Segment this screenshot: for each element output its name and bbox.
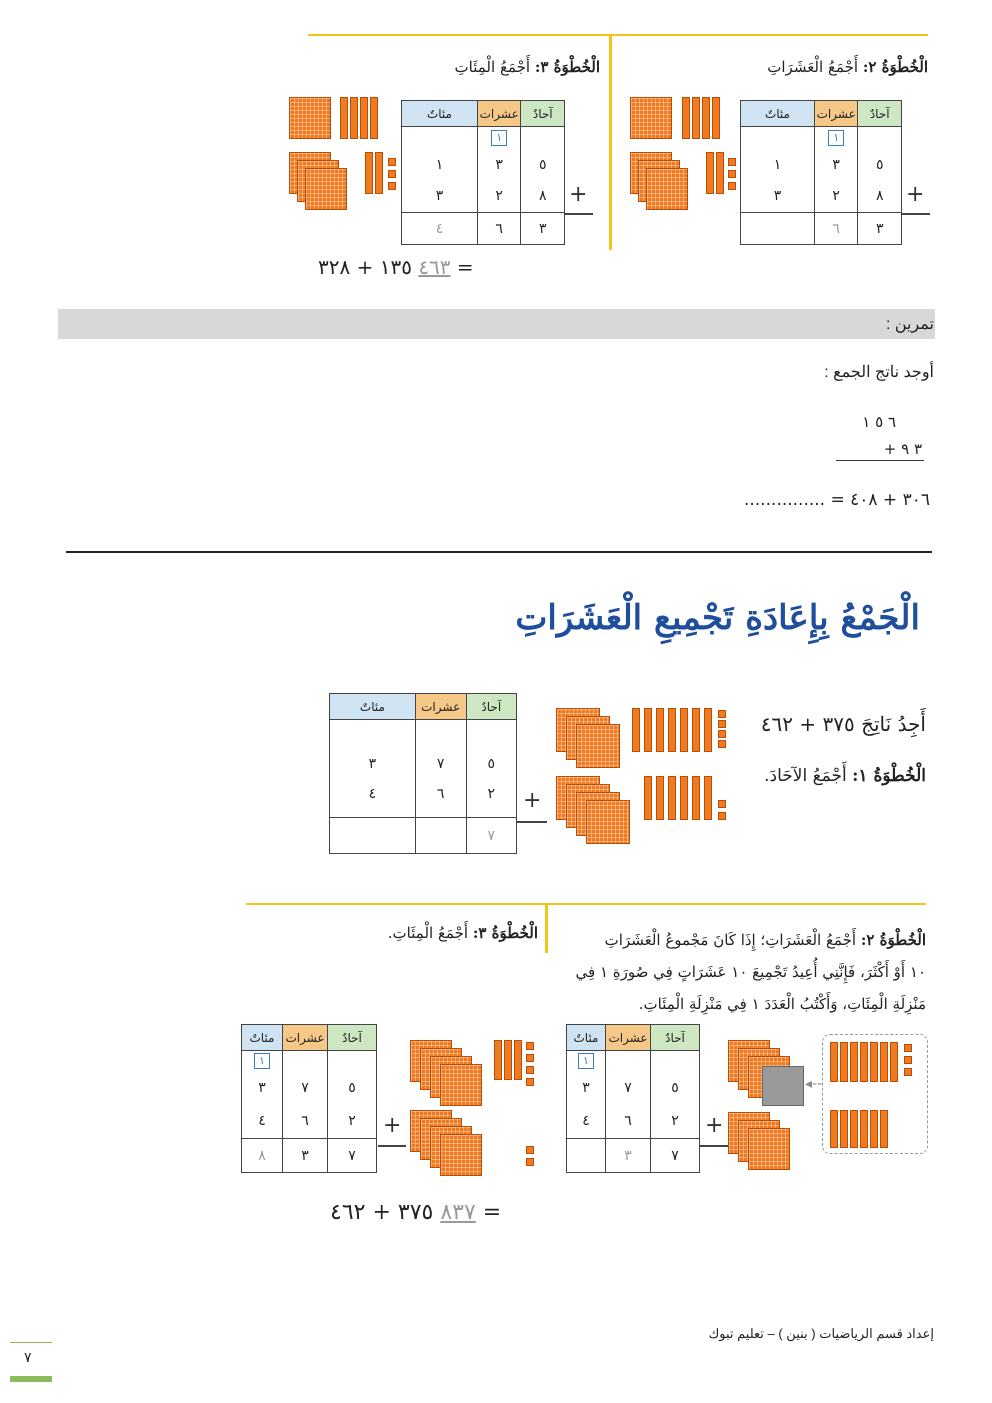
sum-line [700, 1145, 728, 1147]
result-cell [567, 1139, 606, 1173]
lesson-step1 [764, 766, 926, 786]
hundreds-flat-block [630, 97, 672, 139]
plus-sign: + [569, 182, 588, 207]
equation-answer: ٨٣٧ [440, 1200, 476, 1225]
unit-cube [388, 182, 396, 190]
cell: ٢ [814, 181, 858, 213]
unit-cube [526, 1146, 534, 1154]
step2-text: أَجْمَعُ الْعَشَرَاتِ [767, 58, 859, 76]
unit-cube [526, 1054, 534, 1062]
tens-rod [668, 776, 676, 820]
page-number-green-bar [10, 1376, 52, 1382]
exercise-header-bar [58, 309, 935, 339]
header-hundreds: مئاتٌ [242, 1025, 283, 1051]
cell: ٤ [330, 772, 416, 818]
header-ones: آحادٌ [858, 101, 902, 127]
cell: ٢ [477, 181, 521, 213]
unit-cube [526, 1042, 534, 1050]
result-cell: ٧ [328, 1139, 377, 1173]
unit-cube [904, 1056, 912, 1064]
result-cell [415, 818, 466, 854]
step3-heading-left [455, 58, 600, 76]
step2-label: الْخُطْوَةُ ٢: [862, 58, 928, 76]
unit-cube [388, 158, 396, 166]
place-value-table-lesson-step3 [241, 1024, 377, 1173]
tens-rod [860, 1110, 868, 1148]
result-cell: ٦ [477, 213, 521, 245]
header-hundreds: مئاتٌ [741, 101, 815, 127]
top-divider-line [308, 34, 928, 36]
page-number: ٧ [24, 1350, 32, 1366]
tens-rod [644, 776, 652, 820]
cell: ٥ [858, 149, 902, 181]
step1-text: أَجْمَعُ الآحَادَ. [764, 766, 847, 786]
hundreds-flat-block [440, 1134, 482, 1176]
tens-rod [350, 97, 358, 139]
lesson-step3 [388, 924, 538, 942]
place-value-table-step2 [740, 100, 902, 245]
cell: ٣ [477, 149, 521, 181]
cell: ٣ [567, 1071, 606, 1105]
unit-cube [904, 1068, 912, 1076]
tens-rod [375, 152, 383, 194]
tens-rod [704, 708, 712, 752]
result-cell: ٧ [466, 818, 516, 854]
unit-cube [728, 182, 736, 190]
tens-rod [692, 708, 700, 752]
cell: ٦ [606, 1105, 651, 1139]
cell: ٥ [328, 1071, 377, 1105]
sum-line [565, 213, 593, 215]
hundreds-flat-block [748, 1128, 790, 1170]
lesson-step2 [576, 924, 926, 1020]
cell: ٥ [521, 149, 565, 181]
header-tens: عشرات [477, 101, 521, 127]
tens-rod [656, 708, 664, 752]
tens-rod [365, 152, 373, 194]
regrouped-hundred-block [762, 1066, 804, 1106]
step3-text: أَجْمَعُ الْمِئَاتِ. [387, 924, 469, 942]
tens-rod [340, 97, 348, 139]
header-ones: آحادٌ [328, 1025, 377, 1051]
sum-line [378, 1145, 406, 1147]
tens-rod [514, 1040, 522, 1080]
lower-divider-line [246, 903, 926, 905]
result-cell: ٧ [651, 1139, 700, 1173]
tens-rod [692, 776, 700, 820]
vertical-addition-bottom: ٣ ٩ + [883, 440, 922, 458]
step2-line3: مَنْزِلَةِ الْمِئَاتِ، وَأَكْتُبُ الْعَدَدَ ١ فِي مَنْزِلَةِ الْمِئَاتِ. [638, 995, 926, 1013]
equation-expression: ٣٧٥ + ٤٦٢ = [330, 1200, 502, 1225]
hundreds-flat-block [586, 800, 630, 844]
tens-rod [712, 97, 720, 139]
tens-rod [656, 776, 664, 820]
cell: ٥ [651, 1071, 700, 1105]
cell: ٧ [283, 1071, 328, 1105]
cell: ٣ [402, 181, 478, 213]
header-ones: آحادٌ [466, 694, 516, 720]
tens-rod [716, 152, 724, 194]
tens-rod [830, 1110, 838, 1148]
footer-credit: إعداد قسم الرياضيات ( بنين ) – تعليم تبوك [708, 1326, 934, 1341]
tens-rod [870, 1042, 878, 1082]
carry-box: ١ [491, 130, 507, 146]
tens-rod [680, 708, 688, 752]
lesson-prompt: أَجِدُ نَاتِجَ ٣٧٥ + ٤٦٢ [760, 712, 926, 736]
vertical-addition-line [836, 460, 924, 461]
tens-rod [706, 152, 714, 194]
header-tens: عشرات [606, 1025, 651, 1051]
plus-sign: + [383, 1113, 402, 1138]
unit-cube [904, 1044, 912, 1052]
result-cell: ٣ [606, 1139, 651, 1173]
header-tens: عشرات [814, 101, 858, 127]
cell: ٦ [283, 1105, 328, 1139]
tens-rod [692, 97, 700, 139]
tens-rod [840, 1042, 848, 1082]
unit-cube [718, 800, 726, 808]
tens-rod [850, 1042, 858, 1082]
lesson-equation [330, 1200, 501, 1225]
unit-cube [728, 170, 736, 178]
unit-cube [526, 1066, 534, 1074]
header-hundreds: مئاتٌ [567, 1025, 606, 1051]
tens-rod [668, 708, 676, 752]
cell: ٣ [741, 181, 815, 213]
unit-cube [718, 730, 726, 738]
step2-label: الْخُطْوَةُ ٢: [860, 931, 926, 949]
unit-cube [718, 720, 726, 728]
unit-cube [718, 710, 726, 718]
hundreds-flat-block [289, 97, 331, 139]
cell: ٣ [242, 1071, 283, 1105]
unit-cube [526, 1078, 534, 1086]
result-cell: ٣ [283, 1139, 328, 1173]
step2-line1: أَجْمَعُ الْعَشَرَاتِ؛ إِذَا كَانَ مَجْموعُ الْعَشَرَاتِ [604, 931, 857, 949]
cell: ٢ [328, 1105, 377, 1139]
step2-line2: ١٠ أَوْ أَكْثَرَ، فَإِنَّنِي أُعِيدُ تَجْمِيعَ ١٠ عَشَرَاتٍ فِي صُورَةِ ١ فِي [575, 963, 926, 981]
place-value-table-main [329, 693, 517, 854]
cell: ٤ [242, 1105, 283, 1139]
tens-rod [890, 1042, 898, 1082]
exercise-instruction: أوجد ناتج الجمع : [824, 364, 934, 381]
unit-cube [718, 812, 726, 820]
step2-heading-right [767, 58, 928, 76]
tens-rod [632, 708, 640, 752]
plus-sign: + [705, 1113, 724, 1138]
page-number-top-rule [10, 1342, 52, 1343]
cell: ٨ [521, 181, 565, 213]
cell: ٨ [858, 181, 902, 213]
regroup-arrow-icon: ◂‐‐ [805, 1076, 823, 1092]
top-equation [318, 255, 474, 279]
cell: ٢ [466, 772, 516, 818]
header-hundreds: مئاتٌ [330, 694, 416, 720]
cell: ٣ [814, 149, 858, 181]
vertical-addition-top: ٦ ٥ ١ [862, 413, 896, 431]
cell: ٦ [415, 772, 466, 818]
unit-cube [728, 158, 736, 166]
tens-rod [644, 708, 652, 752]
exercise-heading: تمرين : [885, 316, 934, 333]
section-divider [66, 551, 932, 553]
equation-answer: ٤٦٣ [418, 255, 451, 279]
result-cell: ٨ [242, 1139, 283, 1173]
lower-center-vertical-line [545, 905, 548, 953]
result-cell: ٣ [858, 213, 902, 245]
result-cell: ٤ [402, 213, 478, 245]
hundreds-flat-block [440, 1064, 482, 1106]
result-cell: ٣ [521, 213, 565, 245]
plus-sign: + [906, 182, 925, 207]
sum-line [902, 213, 930, 215]
step3-label: الْخُطْوَةُ ٣: [472, 924, 538, 942]
sum-line [517, 821, 547, 823]
horizontal-addition: ٣٠٦ + ٤٠٨ = ............... [744, 490, 930, 510]
unit-cube [718, 740, 726, 748]
tens-rod [702, 97, 710, 139]
lesson-title: الْجَمْعُ بِإِعَادَةِ تَجْمِيعِ الْعَشَرَاتِ [515, 598, 920, 638]
result-cell [330, 818, 416, 854]
tens-rod [850, 1110, 858, 1148]
header-hundreds: مئاتٌ [402, 101, 478, 127]
tens-rod [704, 776, 712, 820]
carry-box: ١ [578, 1053, 594, 1069]
cell: ٢ [651, 1105, 700, 1139]
cell: ١ [402, 149, 478, 181]
tens-rod [860, 1042, 868, 1082]
header-tens: عشرات [415, 694, 466, 720]
place-value-table-lesson-step2 [566, 1024, 700, 1173]
carry-box: ١ [828, 130, 844, 146]
result-cell [741, 213, 815, 245]
tens-rod [880, 1110, 888, 1148]
tens-rod [880, 1042, 888, 1082]
tens-rod [870, 1110, 878, 1148]
cell: ٥ [466, 720, 516, 772]
top-center-vertical-line [609, 36, 612, 250]
cell: ٧ [415, 720, 466, 772]
tens-rod [840, 1110, 848, 1148]
tens-rod [370, 97, 378, 139]
carry-box: ١ [254, 1053, 270, 1069]
hundreds-flat-block [576, 724, 620, 768]
step3-text: أَجْمَعُ الْمِئَاتِ [454, 58, 531, 76]
unit-cube [388, 170, 396, 178]
equation-expression: ١٣٥ + ٣٢٨ = [318, 255, 474, 279]
header-ones: آحادٌ [651, 1025, 700, 1051]
unit-cube [526, 1158, 534, 1166]
cell: ٣ [330, 720, 416, 772]
step3-label: الْخُطْوَةُ ٣: [534, 58, 600, 76]
cell: ٧ [606, 1071, 651, 1105]
tens-rod [830, 1042, 838, 1082]
header-tens: عشرات [283, 1025, 328, 1051]
hundreds-flat-block [646, 168, 688, 210]
place-value-table-step3 [401, 100, 565, 245]
plus-sign: + [523, 788, 542, 813]
header-ones: آحادٌ [521, 101, 565, 127]
cell: ١ [741, 149, 815, 181]
tens-rod [504, 1040, 512, 1080]
tens-rod [494, 1040, 502, 1080]
result-cell: ٦ [814, 213, 858, 245]
tens-rod [360, 97, 368, 139]
tens-rod [682, 97, 690, 139]
step1-label: الْخُطْوَةُ ١: [852, 766, 926, 786]
cell: ٤ [567, 1105, 606, 1139]
hundreds-flat-block [305, 168, 347, 210]
tens-rod [680, 776, 688, 820]
